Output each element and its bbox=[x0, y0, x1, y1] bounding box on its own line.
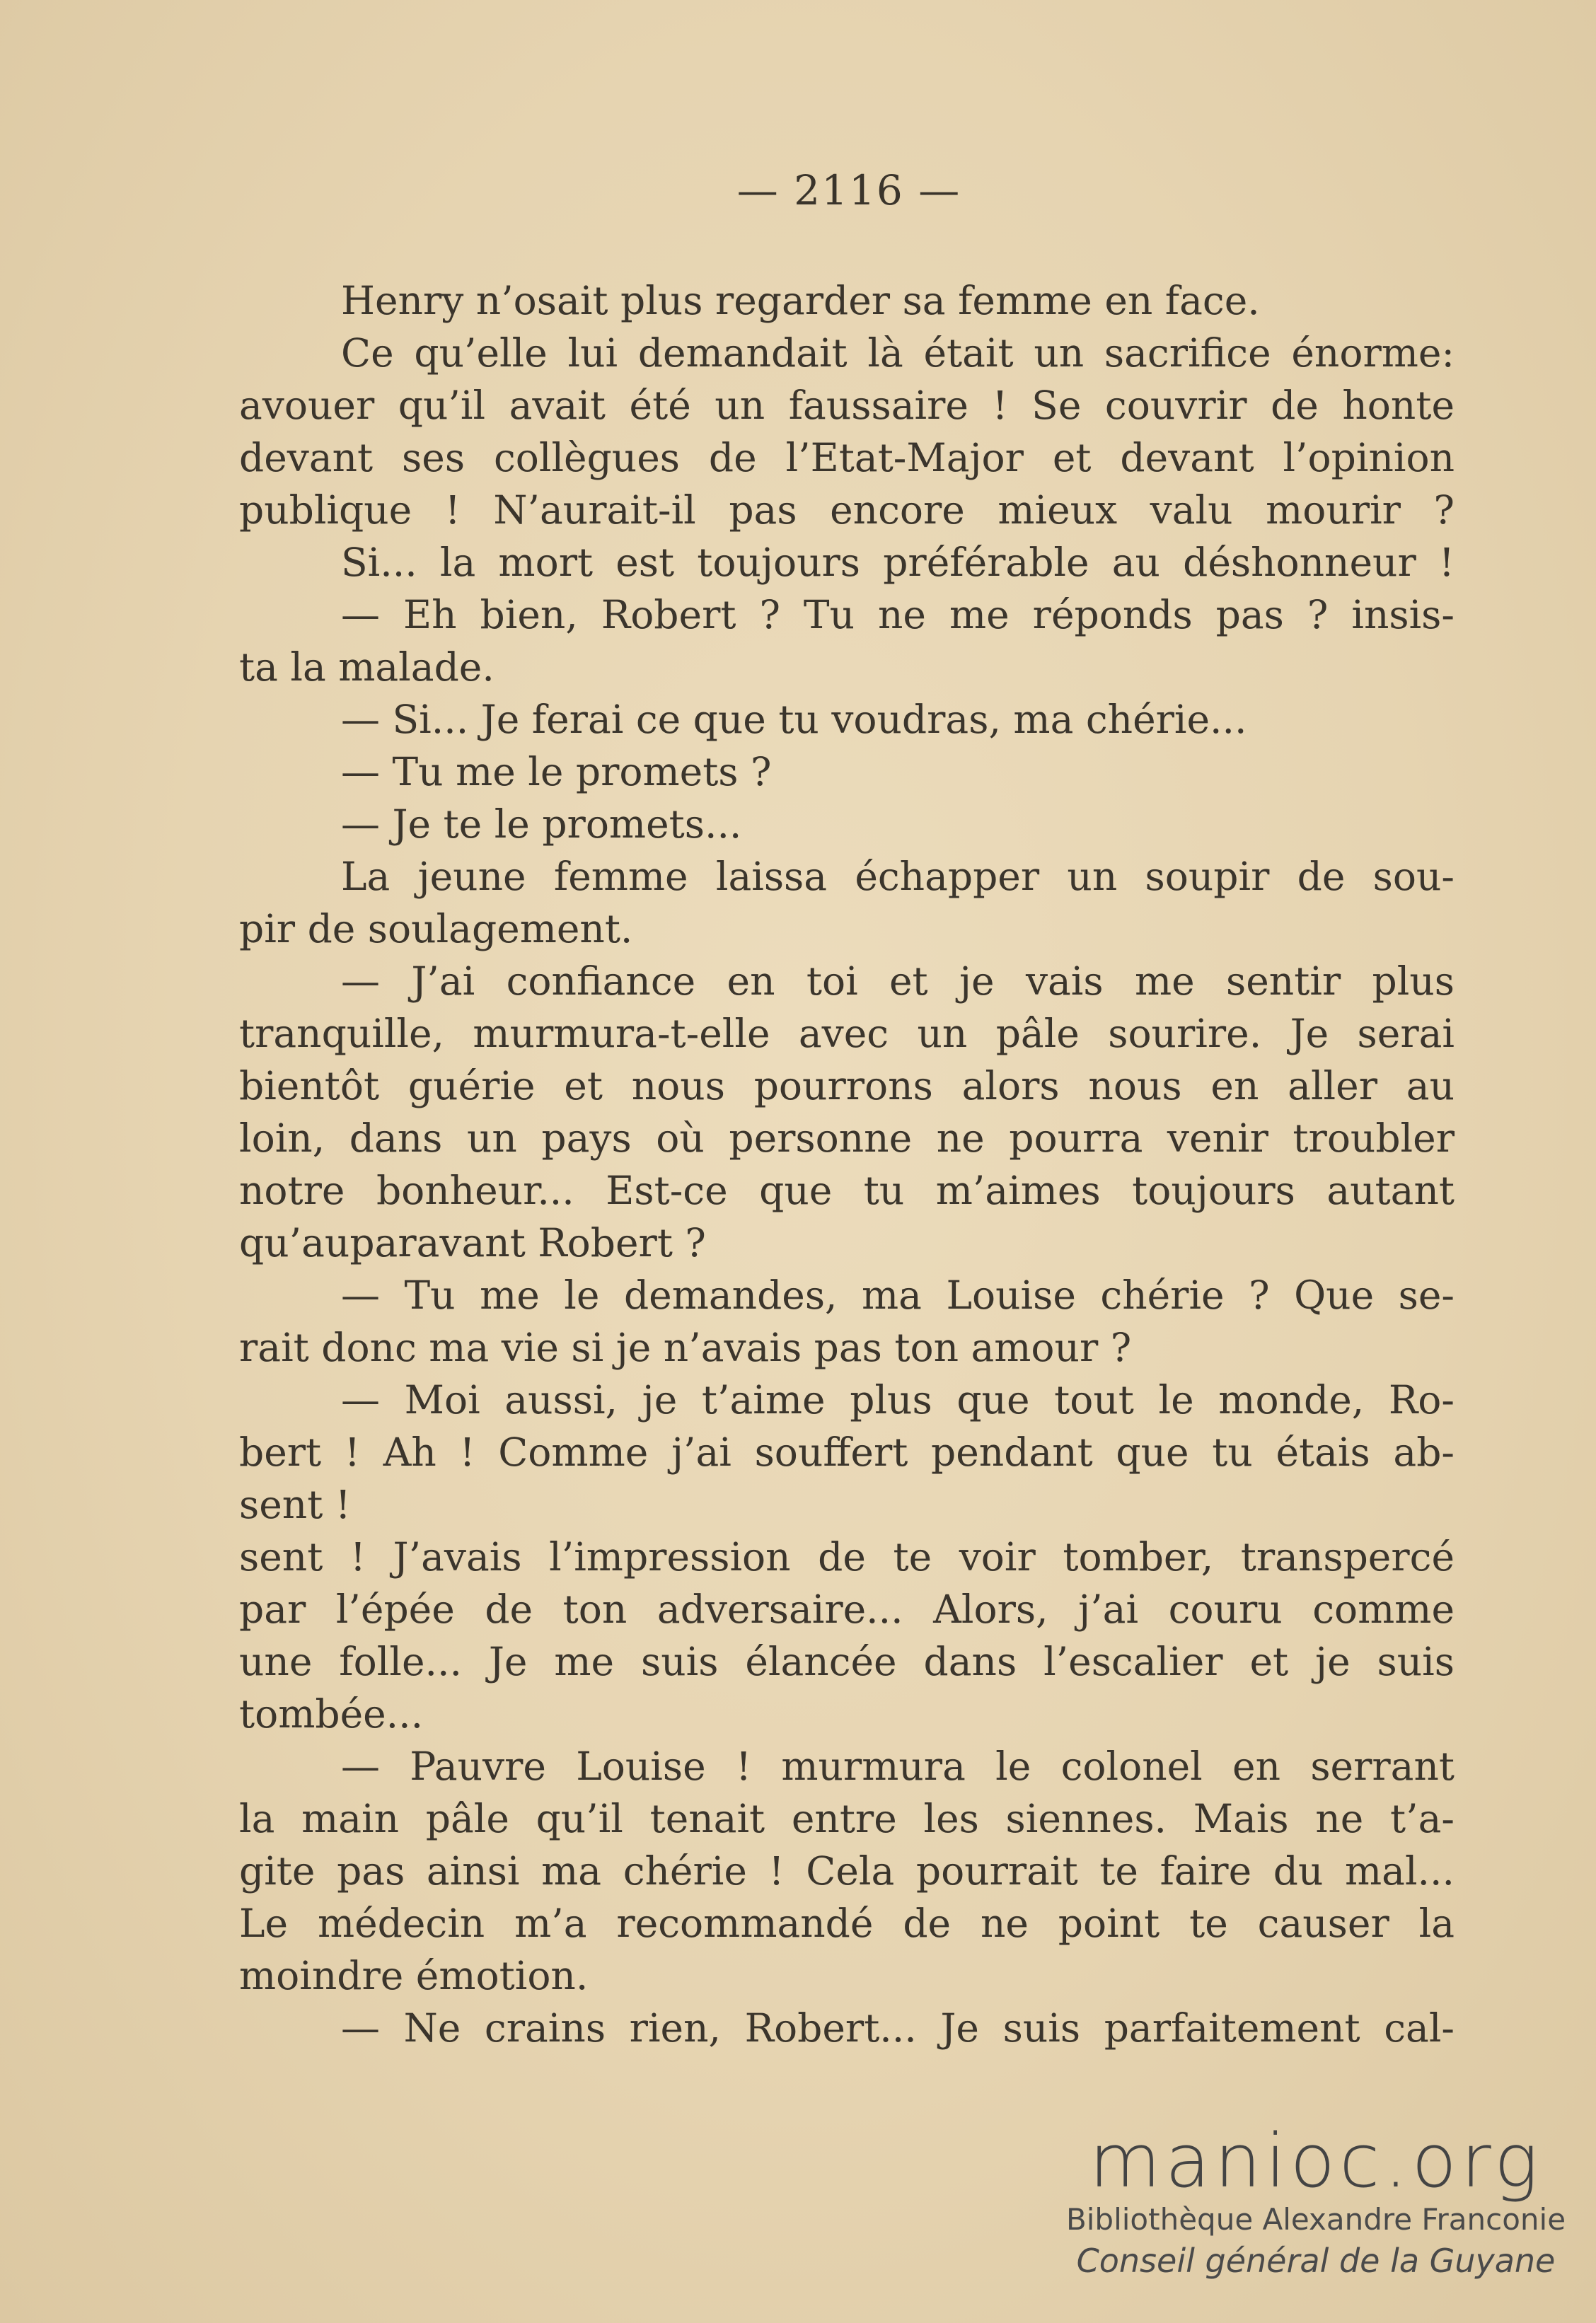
manioc-logo: manioc.org bbox=[1089, 2118, 1543, 2204]
text-line: sent ! bbox=[239, 1482, 351, 1527]
text-line: Ce qu’elle lui demandait là était un sacrifice énorme: bbox=[341, 330, 1455, 376]
text-line: — Si... Je ferai ce que tu voudras, ma chérie... bbox=[341, 697, 1247, 742]
text-line: — Ne crains rien, Robert... Je suis parfaitement cal- bbox=[341, 2005, 1455, 2051]
text-line: ta la malade. bbox=[239, 644, 495, 690]
text-line: — J’ai confiance en toi et je vais me sentir plus bbox=[341, 958, 1455, 1004]
text-line: — Moi aussi, je t’aime plus que tout le monde, Ro- bbox=[341, 1377, 1455, 1423]
text-line: sent ! J’avais l’impression de te voir tomber, transpercé bbox=[239, 1534, 1455, 1580]
text-line: — Tu me le promets ? bbox=[341, 749, 772, 794]
text-line: rait donc ma vie si je n’avais pas ton amour ? bbox=[239, 1325, 1132, 1370]
text-line: bert ! Ah ! Comme j’ai souffert pendant que tu étais ab- bbox=[239, 1430, 1455, 1475]
text-line: avouer qu’il avait été un faussaire ! Se couvrir de honte bbox=[239, 383, 1455, 428]
text-line: moindre émotion. bbox=[239, 1953, 589, 1998]
text-line: — Je te le promets... bbox=[341, 801, 742, 847]
text-line: pir de soulagement. bbox=[239, 906, 633, 951]
watermark-footer bbox=[1054, 2118, 1578, 2282]
text-line: tranquille, murmura-t-elle avec un pâle sourire. Je serai bbox=[239, 1011, 1455, 1056]
institution-name: Bibliothèque Alexandre Franconie bbox=[1065, 2202, 1566, 2237]
text-line: devant ses collègues de l’Etat-Major et devant l’opinion bbox=[239, 435, 1455, 480]
text-line: loin, dans un pays où personne ne pourra venir troubler bbox=[239, 1116, 1455, 1161]
text-line: La jeune femme laissa échapper un soupir de sou- bbox=[341, 854, 1455, 899]
text-line: publique ! N’aurait-il pas encore mieux valu mourir ? bbox=[239, 487, 1455, 533]
text-line: gite pas ainsi ma chérie ! Cela pourrait te faire du mal... bbox=[239, 1848, 1455, 1894]
page-number: — 2116 — bbox=[736, 166, 961, 214]
text-line: bientôt guérie et nous pourrons alors nous en aller au bbox=[239, 1063, 1455, 1108]
text-line: — Pauvre Louise ! murmura le colonel en serrant bbox=[341, 1744, 1455, 1789]
text-line: — Eh bien, Robert ? Tu ne me réponds pas ? insis- bbox=[341, 592, 1455, 637]
text-line: Henry n’osait plus regarder sa femme en face. bbox=[341, 278, 1260, 323]
council-name: Conseil général de la Guyane bbox=[1076, 2242, 1556, 2280]
text-line: une folle... Je me suis élancée dans l’escalier et je suis bbox=[239, 1639, 1455, 1684]
text-line: la main pâle qu’il tenait entre les siennes. Mais ne t’a- bbox=[239, 1796, 1455, 1841]
text-line: notre bonheur... Est-ce que tu m’aimes toujours autant bbox=[239, 1168, 1455, 1213]
text-line: Si... la mort est toujours préférable au déshonneur ! bbox=[341, 540, 1455, 585]
text-line: qu’auparavant Robert ? bbox=[239, 1220, 706, 1265]
text-line: tombée... bbox=[239, 1691, 424, 1737]
text-line: — Tu me le demandes, ma Louise chérie ? Que se- bbox=[341, 1273, 1455, 1318]
text-line: Le médecin m’a recommandé de ne point te causer la bbox=[239, 1901, 1455, 1946]
text-line: par l’épée de ton adversaire... Alors, j’ai couru comme bbox=[239, 1587, 1455, 1632]
